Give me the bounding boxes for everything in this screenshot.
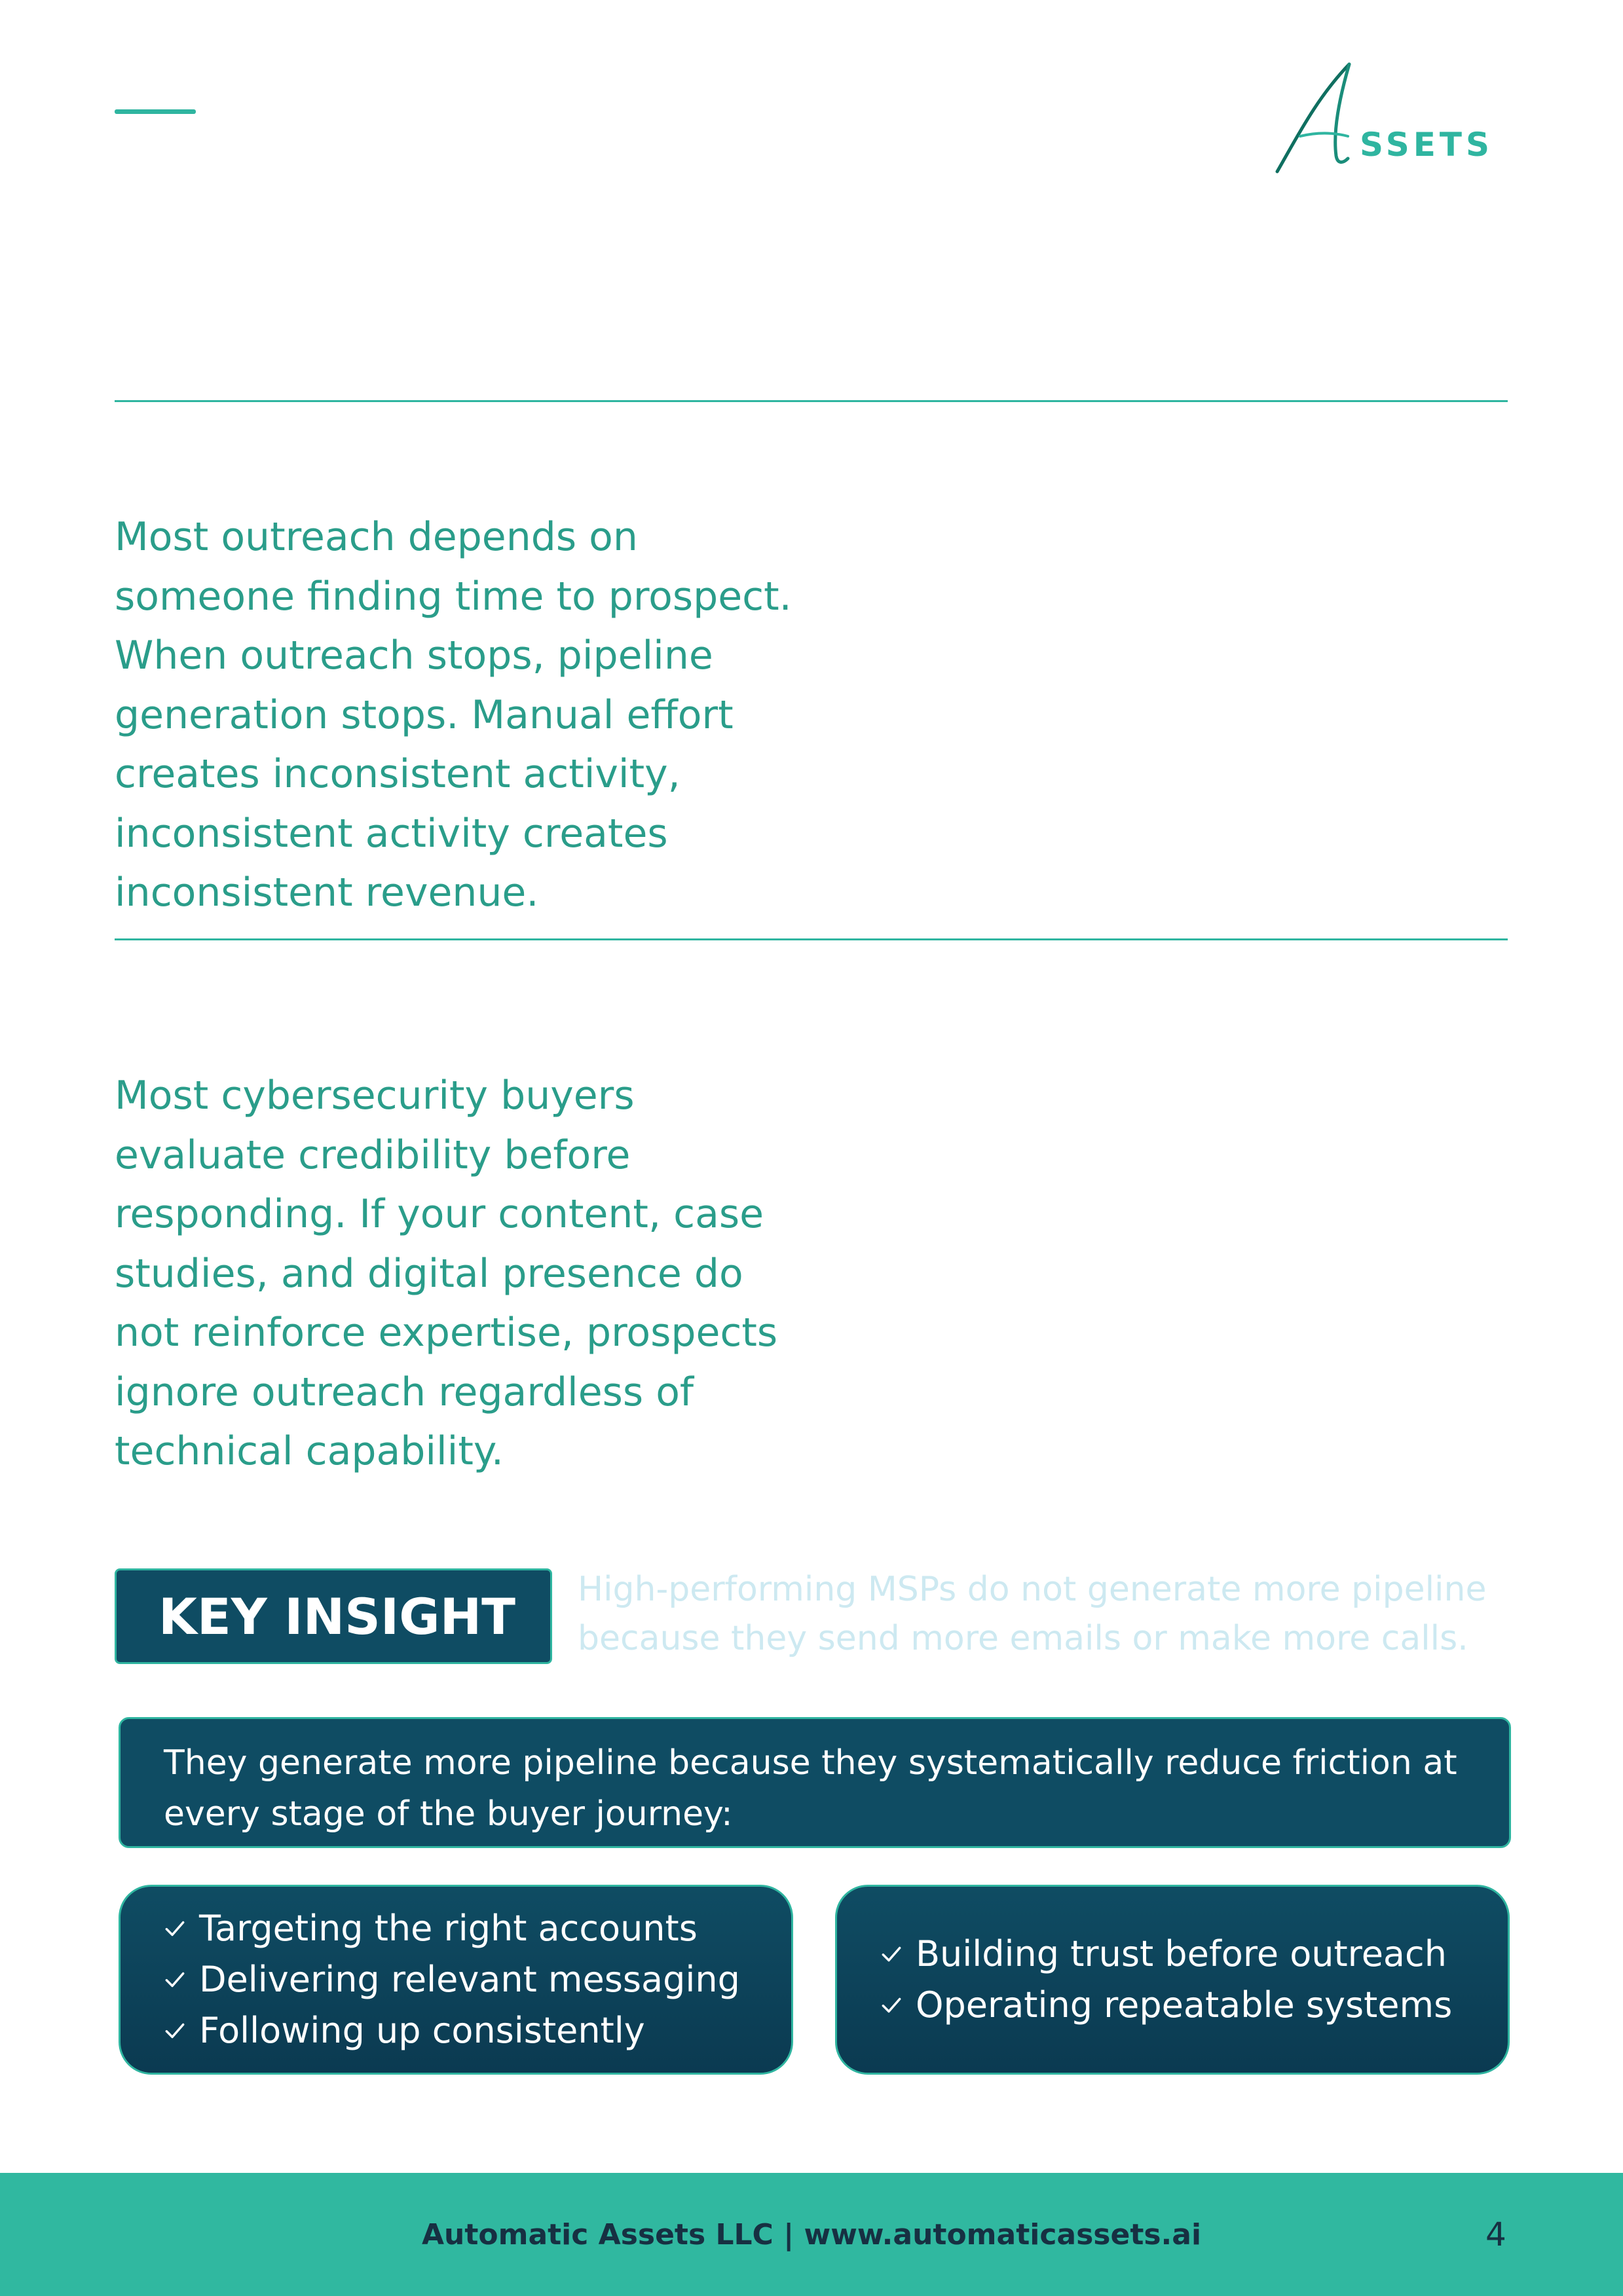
checklist-card-left <box>119 1885 793 2075</box>
logo-a-mark <box>1271 59 1362 183</box>
section-2-paragraph: Most cybersecurity buyers evaluate credibility before responding. If your content, case studies, and digital presence do not reinforce expertise, prospects ignore outreach regardless of technical capability. <box>115 1073 778 1474</box>
checkmark-icon <box>162 1916 187 1941</box>
checklist-item <box>162 1903 791 1954</box>
checkmark-icon <box>162 1967 187 1992</box>
section-divider-middle <box>115 938 1508 940</box>
checklist-item <box>879 1980 1508 2031</box>
checklist-item-label: Targeting the right accounts <box>199 1908 698 1949</box>
checklist-item <box>162 1954 791 2005</box>
logo-wordmark: SSETS <box>1360 126 1494 164</box>
checklist-card-right <box>835 1885 1510 2075</box>
checklist-item-label: Building trust before outreach <box>916 1933 1447 1974</box>
checklist-item <box>162 2005 791 2056</box>
section-1-paragraph: Most outreach depends on someone finding time to prospect. When outreach stops, pipeline generation stops. Manual effort creates inconsistent activity, inconsistent activity creates inconsistent revenue. <box>115 514 792 916</box>
page-number: 4 <box>1485 2215 1506 2253</box>
checkmark-icon <box>162 2018 187 2043</box>
section-divider-top <box>115 400 1508 402</box>
checklist-item-label: Following up consistently <box>199 2010 645 2051</box>
insight-summary-band <box>119 1717 1511 1848</box>
page-footer <box>0 2173 1623 2296</box>
insight-summary-text: They generate more pipeline because they systematically reduce friction at every stage of the buyer journey: <box>164 1743 1457 1834</box>
checklist-item-label: Operating repeatable systems <box>916 1984 1453 2026</box>
checkmark-icon <box>879 1942 904 1967</box>
key-insight-badge: KEY INSIGHT <box>115 1568 552 1664</box>
footer-company-text: Automatic Assets LLC | www.automaticassets.ai <box>421 2217 1202 2251</box>
checklist-item-label: Delivering relevant messaging <box>199 1959 740 2000</box>
header-accent-dash <box>115 109 196 114</box>
assets-logo <box>1271 59 1493 183</box>
key-insight-text: High-performing MSPs do not generate more pipeline because they send more emails or make more calls. <box>578 1570 1487 1658</box>
checkmark-icon <box>879 1993 904 2018</box>
checklist-item <box>879 1929 1508 1980</box>
